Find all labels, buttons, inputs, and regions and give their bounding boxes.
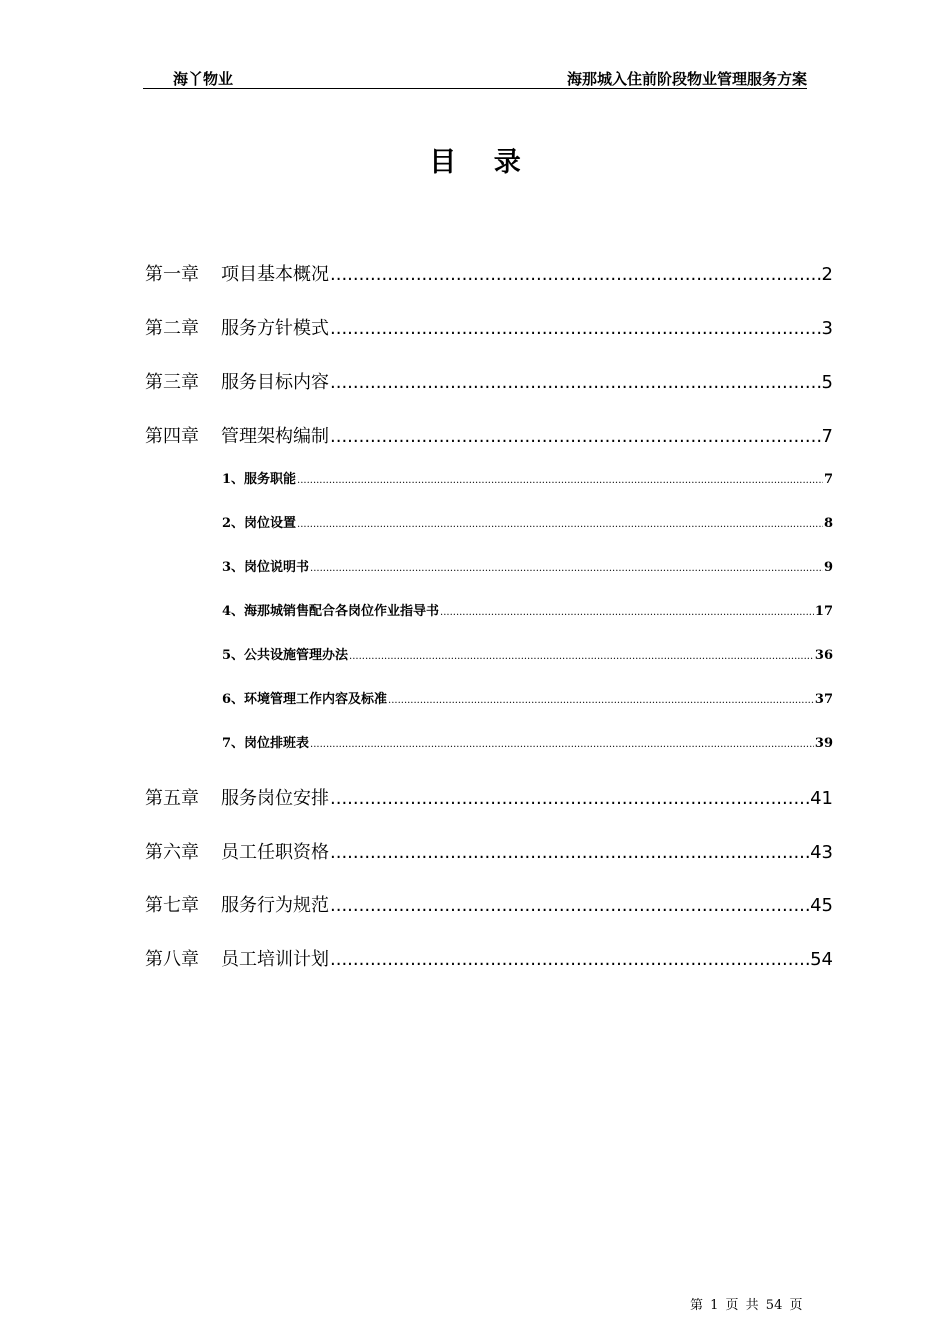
leader-dots (330, 318, 821, 339)
chapter-title: 员工培训计划 (221, 949, 329, 970)
leader-dots (330, 426, 821, 447)
chapter-title: 服务行为规范 (221, 895, 329, 916)
toc-section-1[interactable] (222, 468, 833, 487)
toc-section-5[interactable] (222, 644, 833, 663)
toc-chapter-4[interactable] (145, 422, 833, 448)
header-company: 海丫物业 (173, 70, 234, 88)
leader-dots (330, 895, 809, 916)
section-title: 3、岗位说明书 (222, 560, 310, 575)
section-page: 8 (823, 516, 833, 531)
chapter-title: 服务方针模式 (221, 318, 329, 339)
page-title: 目 录 (429, 147, 535, 178)
toc-section-7[interactable] (222, 732, 833, 751)
leader-dots (310, 739, 814, 750)
chapter-page: 45 (810, 895, 833, 916)
section-page: 17 (814, 604, 833, 619)
toc-chapter-3[interactable] (145, 368, 833, 394)
chapter-title: 服务岗位安排 (221, 788, 329, 809)
section-title: 4、海那城销售配合各岗位作业指导书 (222, 604, 440, 619)
leader-dots (349, 651, 814, 662)
leader-dots (330, 372, 821, 393)
chapter-page: 54 (810, 949, 833, 970)
section-page: 37 (814, 692, 833, 707)
section-page: 9 (823, 560, 833, 575)
chapter-number: 第四章 (145, 426, 199, 447)
chapter-title: 员工任职资格 (221, 842, 329, 863)
section-title: 2、岗位设置 (222, 516, 297, 531)
header-doc-title: 海那城入住前阶段物业管理服务方案 (566, 70, 807, 88)
leader-dots (330, 842, 809, 863)
chapter-number: 第六章 (145, 842, 199, 863)
chapter-number: 第七章 (145, 895, 199, 916)
toc-chapter-5[interactable] (145, 784, 833, 810)
toc-section-4[interactable] (222, 600, 833, 619)
toc-chapter-8[interactable] (145, 945, 833, 971)
chapter-page: 3 (821, 318, 833, 339)
chapter-page: 7 (821, 426, 833, 447)
chapter-page: 41 (810, 788, 833, 809)
leader-dots (330, 264, 821, 285)
section-title: 6、环境管理工作内容及标准 (222, 692, 388, 707)
leader-dots (330, 949, 809, 970)
page-header (143, 66, 807, 89)
chapter-title: 管理架构编制 (221, 426, 329, 447)
section-page: 36 (814, 648, 833, 663)
toc-section-2[interactable] (222, 512, 833, 531)
chapter-number: 第一章 (145, 264, 199, 285)
leader-dots (297, 475, 823, 486)
chapter-title: 项目基本概况 (221, 264, 329, 285)
page-footer: 第 1 页 共 54 页 (690, 1298, 803, 1313)
chapter-title: 服务目标内容 (221, 372, 329, 393)
chapter-page: 2 (821, 264, 833, 285)
leader-dots (310, 563, 823, 574)
leader-dots (330, 788, 809, 809)
chapter-page: 43 (810, 842, 833, 863)
toc-section-3[interactable] (222, 556, 833, 575)
section-page: 7 (823, 472, 833, 487)
toc-chapter-7[interactable] (145, 891, 833, 917)
toc-chapter-6[interactable] (145, 838, 833, 864)
leader-dots (297, 519, 823, 530)
section-title: 1、服务职能 (222, 472, 297, 487)
chapter-number: 第五章 (145, 788, 199, 809)
toc-chapter-2[interactable] (145, 314, 833, 340)
section-title: 5、公共设施管理办法 (222, 648, 349, 663)
leader-dots (440, 607, 814, 618)
chapter-number: 第三章 (145, 372, 199, 393)
chapter-number: 第八章 (145, 949, 199, 970)
section-page: 39 (814, 736, 833, 751)
leader-dots (388, 695, 814, 706)
toc-chapter-1[interactable] (145, 260, 833, 286)
toc-section-6[interactable] (222, 688, 833, 707)
section-title: 7、岗位排班表 (222, 736, 310, 751)
chapter-page: 5 (821, 372, 833, 393)
chapter-number: 第二章 (145, 318, 199, 339)
